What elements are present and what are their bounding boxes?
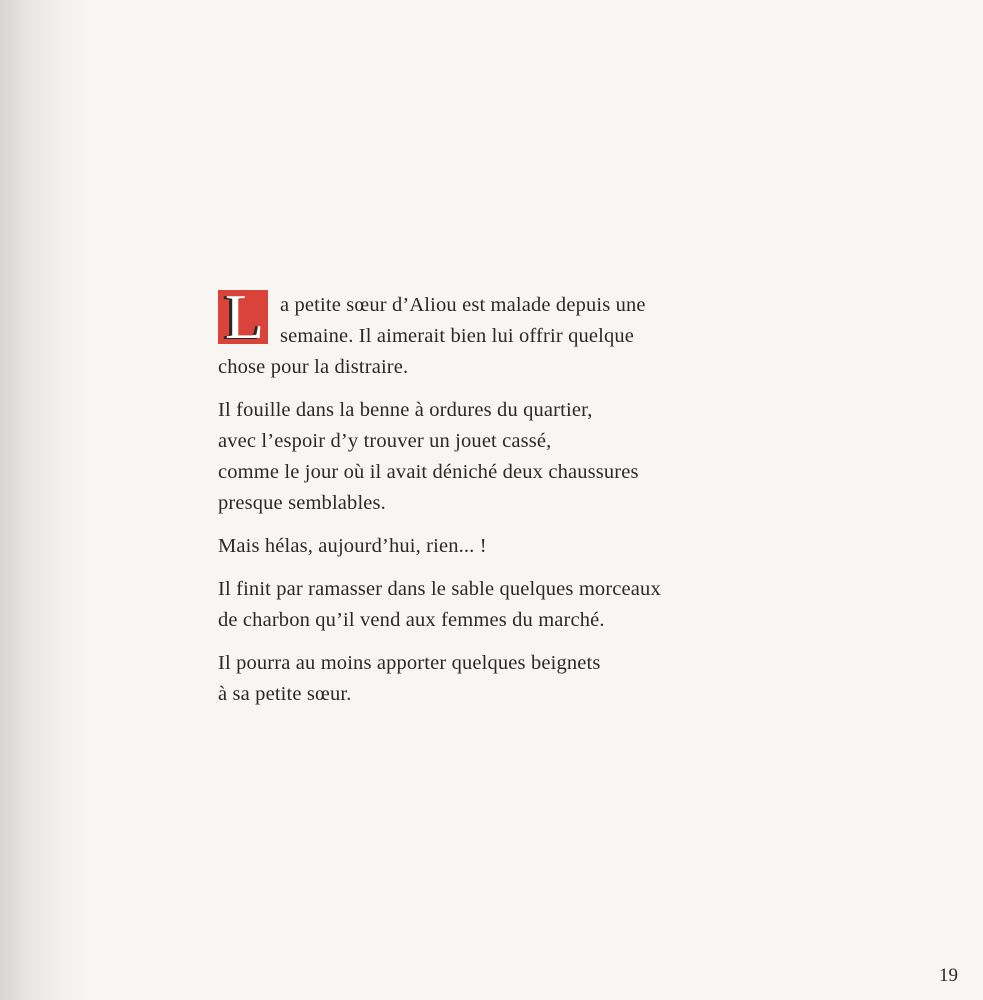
opening-paragraph-rest: chose pour la distraire. bbox=[218, 356, 409, 378]
paragraph-3: Mais hélas, aujourd’hui, rien... ! bbox=[218, 535, 487, 557]
drop-cap bbox=[218, 290, 268, 344]
page-number: 19 bbox=[939, 965, 958, 986]
page-gutter-shadow bbox=[0, 0, 90, 1000]
paragraph-5: Il pourra au moins apporter quelques beignets à sa petite sœur. bbox=[218, 652, 601, 705]
drop-cap-letter: L bbox=[225, 290, 265, 344]
paragraph-4: Il finit par ramasser dans le sable quelques morceaux de charbon qu’il vend aux femmes du marché. bbox=[218, 578, 661, 631]
opening-paragraph-lead-lines: a petite sœur d’Aliou est malade depuis une semaine. Il aimerait bien lui offrir quelque bbox=[280, 294, 646, 347]
opening-paragraph bbox=[218, 290, 818, 383]
paragraph-2: Il fouille dans la benne à ordures du quartier, avec l’espoir d’y trouver un jouet cassé, comme le jour où il avait déniché deux chaussures presque semblables. bbox=[218, 399, 639, 514]
story-text bbox=[218, 290, 818, 722]
